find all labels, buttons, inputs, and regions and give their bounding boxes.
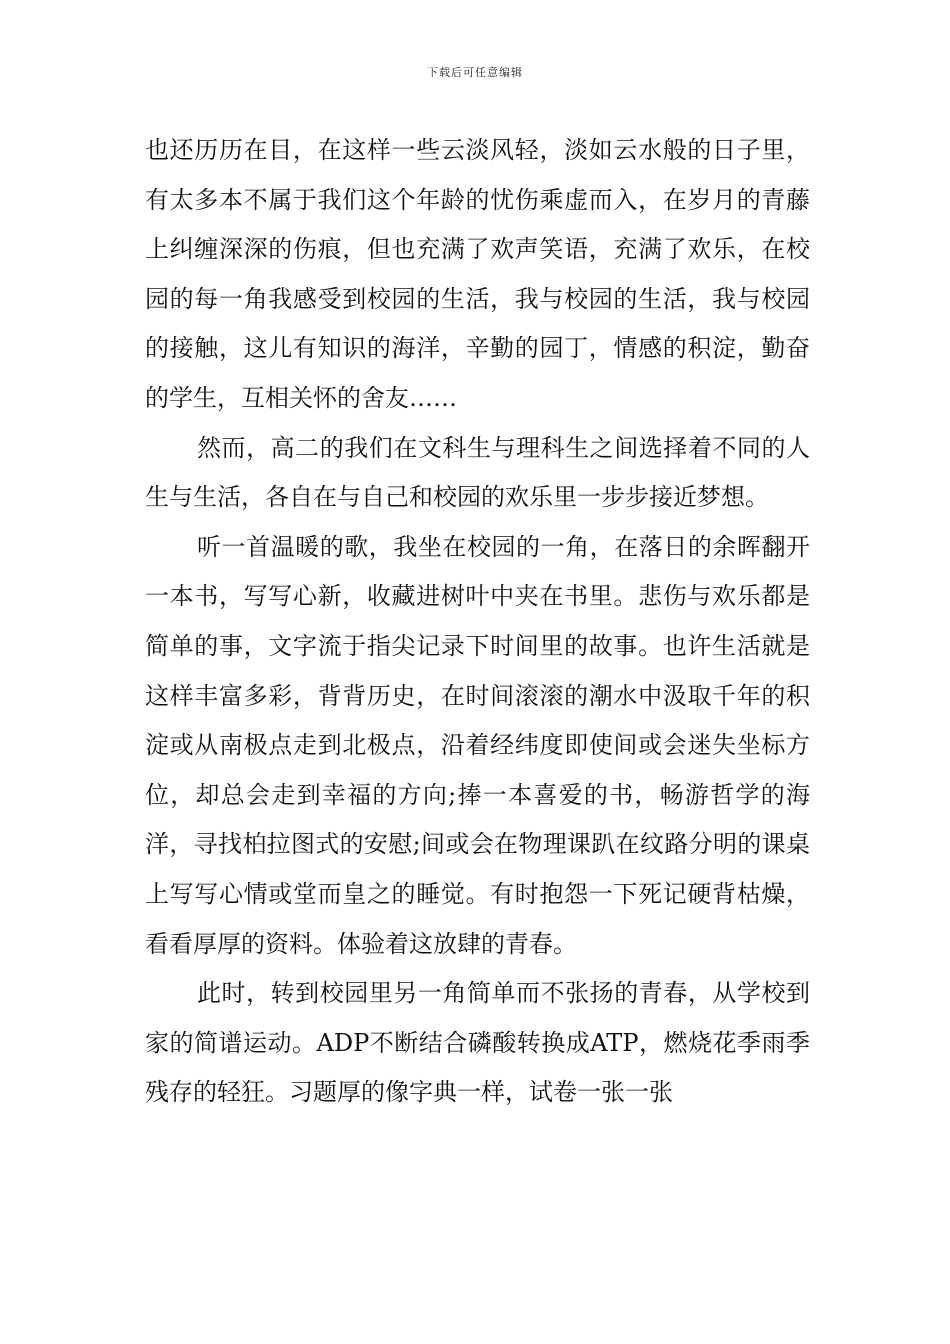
paragraph-4: 此时，转到校园里另一角简单而不张扬的青春，从学校到家的简谱运动。ADP不断结合磷酸转换成ATP，燃烧花季雨季残存的轻狂。习题厚的像字典一样，试卷一张一张 <box>145 979 810 1107</box>
paragraph-2: 然而，高二的我们在文科生与理科生之间选择着不同的人生与生活，各自在与自己和校园的欢乐里一步步接近梦想。 <box>145 433 810 512</box>
paragraph-3: 听一首温暖的歌，我坐在校园的一角，在落日的余晖翻开一本书，写写心新，收藏进树叶中夹在书里。悲伤与欢乐都是简单的事，文字流于指尖记录下时间里的故事。也许生活就是这样丰富多彩，背背历史，在时间滚滚的潮水中汲取千年的积淀或从南极点走到北极点，沿着经纬度即使间或会迷失坐标方位，却总会走到幸福的方向;捧一本喜爱的书，畅游哲学的海洋，寻找柏拉图式的安慰;间或会在物理课趴在纹路分明的课桌上写写心情或堂而皇之的睡觉。有时抱怨一下死记硬背枯燥，看看厚厚的资料。体验着这放肆的青春。 <box>145 532 810 958</box>
paragraph-1: 也还历历在目，在这样一些云淡风轻，淡如云水般的日子里，有太多本不属于我们这个年龄的忧伤乘虚而入，在岁月的青藤上纠缠深深的伤痕，但也充满了欢声笑语，充满了欢乐，在校园的每一角我感受到校园的生活，我与校园的生活，我与校园的接触，这儿有知识的海洋，辛勤的园丁，情感的积淀，勤奋的学生，互相关怀的舍友…… <box>145 136 810 412</box>
document-body <box>145 126 810 1118</box>
page-header: 下载后可任意编辑 <box>427 66 523 79</box>
